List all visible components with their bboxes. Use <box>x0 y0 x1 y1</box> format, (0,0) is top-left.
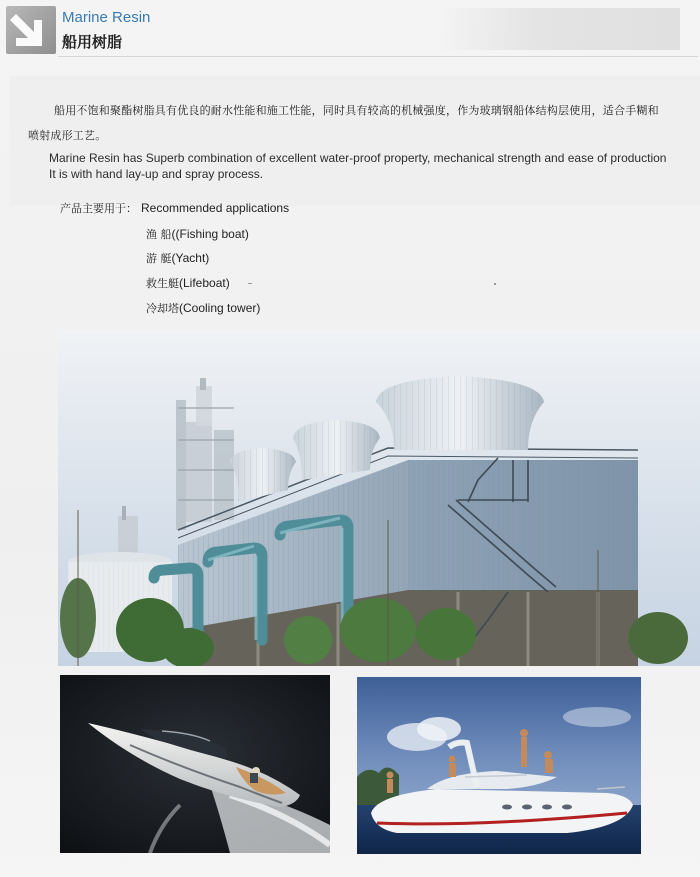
application-cn: 冷却塔 <box>146 302 179 315</box>
stray-mark <box>494 283 496 285</box>
application-item <box>146 300 260 316</box>
arrow-down-right-icon <box>6 6 56 54</box>
application-en: (Cooling tower) <box>179 301 261 315</box>
cooling-tower-photo <box>58 330 700 666</box>
stray-mark <box>248 283 252 284</box>
yacht-photo <box>357 677 641 854</box>
application-item <box>146 250 209 266</box>
application-item <box>146 226 249 242</box>
applications-heading <box>60 200 289 216</box>
page-title-en: Marine Resin <box>62 9 151 26</box>
application-cn: 渔 船 <box>146 228 172 241</box>
application-en: (Yacht) <box>171 251 210 265</box>
application-item <box>146 275 230 291</box>
speedboat-photo <box>60 675 330 853</box>
application-en: (Lifeboat) <box>179 276 230 290</box>
applications-label-en: Recommended applications <box>141 201 290 215</box>
header-divider <box>58 56 698 57</box>
application-cn: 游 艇 <box>146 252 172 265</box>
description-en: Marine Resin has Superb combination of excellent water-proof property, mechanical strength and ease of production It is with hand lay-up and spray process. <box>49 151 667 181</box>
description-cn: 船用不饱和聚酯树脂具有优良的耐水性能和施工性能，同时具有较高的机械强度，作为玻璃钢船体结构层使用，适合手糊和喷射成形工艺。 <box>28 104 659 142</box>
faded-background-block <box>440 8 680 50</box>
page-title-cn: 船用树脂 <box>62 33 123 51</box>
application-cn: 救生艇 <box>146 277 179 290</box>
applications-label-cn: 产品主要用于： <box>60 202 137 215</box>
application-en: ((Fishing boat) <box>171 227 249 241</box>
